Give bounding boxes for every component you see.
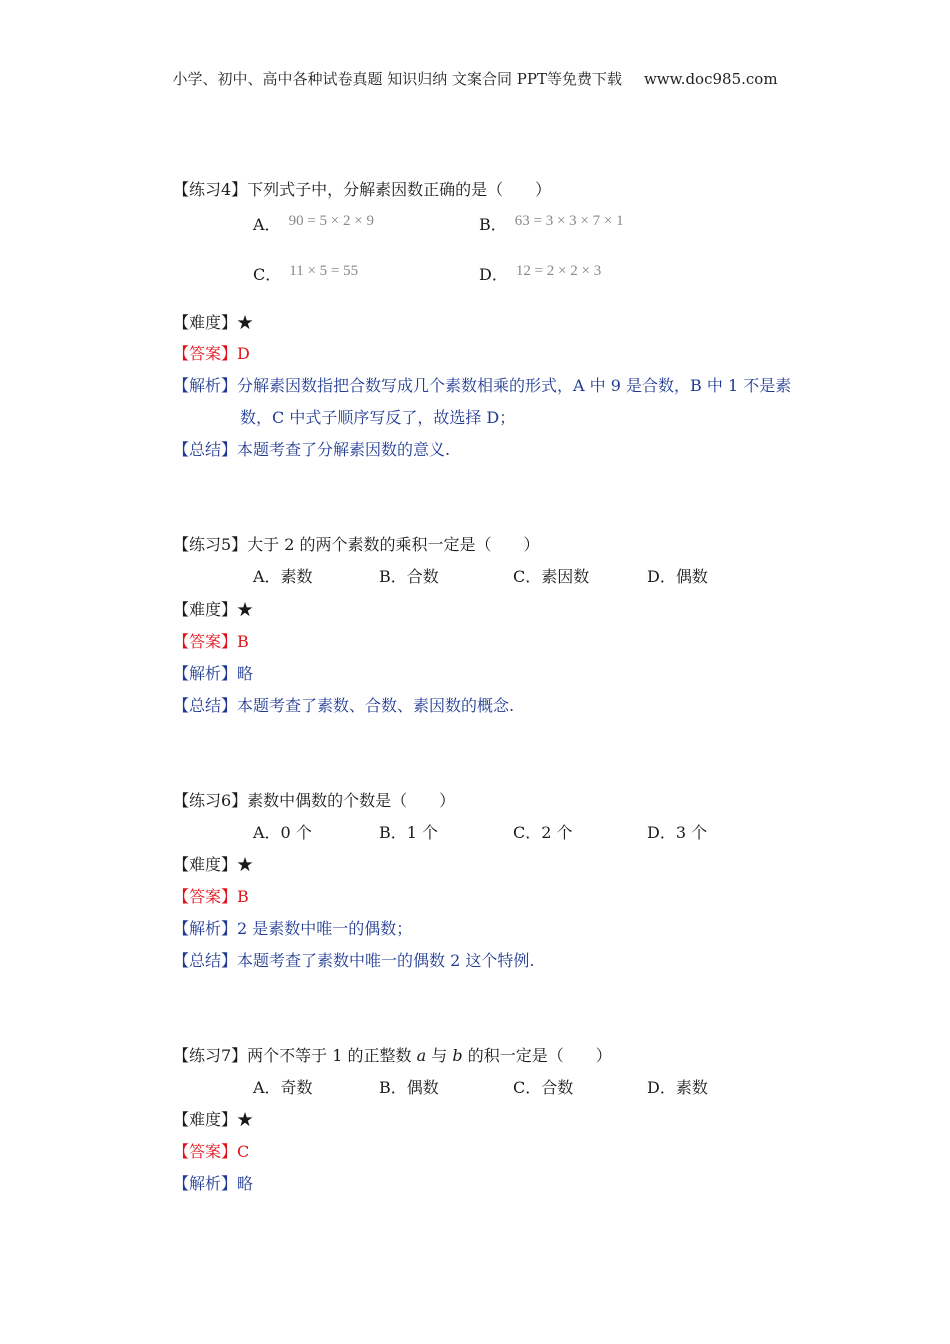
header-text: 小学、初中、高中各种试卷真题 知识归纳 文案合同 PPT等免费下载 [172,70,622,88]
exercise-6-option-c: C．2 个 [513,823,573,842]
header-site: www.doc985.com [643,70,778,88]
exercise-5-option-d: D．偶数 [647,567,708,586]
exercise-4-analysis-cont: 数，C 中式子顺序写反了，故选择 D； [240,408,516,427]
exercise-5-analysis: 【解析】略 [173,664,254,683]
star-rating: ★ [237,1110,254,1129]
exercise-6-analysis: 【解析】2 是素数中唯一的偶数； [173,919,413,938]
exercise-6-question: 【练习6】素数中偶数的个数是（ ） [173,791,456,810]
star-rating: ★ [237,855,254,874]
star-rating: ★ [237,600,254,619]
exercise-4-summary: 【总结】本题考查了分解素因数的意义. [173,440,451,459]
exercise-5-option-c: C．素因数 [513,567,590,586]
exercise-7-option-d: D．素数 [647,1078,708,1097]
exercise-7-analysis: 【解析】略 [173,1174,254,1193]
exercise-6-option-b: B．1 个 [379,823,439,842]
formula: 63 = 3 × 3 × 7 × 1 [514,213,624,229]
exercise-5-question: 【练习5】大于 2 的两个素数的乘积一定是（ ） [173,535,540,554]
page-header [0,68,950,89]
exercise-5-option-a: A．素数 [253,567,313,586]
exercise-6-answer: 【答案】B [173,887,249,906]
exercise-4-option-d: D． 12 = 2 × 2 × 3 [479,263,602,284]
exercise-7-option-c: C．合数 [513,1078,574,1097]
formula: 90 = 5 × 2 × 9 [288,213,374,229]
formula: 11 × 5 = 55 [289,263,359,279]
exercise-5-answer: 【答案】B [173,632,249,651]
exercise-6-difficulty: 【难度】★ [173,855,254,874]
exercise-7-difficulty: 【难度】★ [173,1110,254,1129]
variable-b: b [452,1046,463,1065]
exercise-4-question: 【练习4】下列式子中，分解素因数正确的是（ ） [173,180,552,199]
formula: 12 = 2 × 2 × 3 [515,263,602,279]
exercise-4-option-a: A． 90 = 5 × 2 × 9 [253,213,374,234]
exercise-4-option-b: B． 63 = 3 × 3 × 7 × 1 [479,213,624,234]
exercise-6-summary: 【总结】本题考查了素数中唯一的偶数 2 这个特例. [173,951,535,970]
exercise-6-option-a: A．0 个 [253,823,312,842]
exercise-7-option-a: A．奇数 [253,1078,313,1097]
exercise-4-analysis: 【解析】分解素因数指把合数写成几个素数相乘的形式，A 中 9 是合数，B 中 1 不是素 [173,376,792,395]
exercise-4-difficulty: 【难度】★ [173,313,254,332]
exercise-7-option-b: B．偶数 [379,1078,439,1097]
exercise-5-difficulty: 【难度】★ [173,600,254,619]
exercise-4-answer: 【答案】D [173,344,250,363]
exercise-5-option-b: B．合数 [379,567,439,586]
exercise-4-option-c: C． 11 × 5 = 55 [253,263,359,284]
exercise-6-option-d: D．3 个 [647,823,708,842]
variable-a: a [416,1046,427,1065]
star-rating: ★ [237,313,254,332]
exercise-5-summary: 【总结】本题考查了素数、合数、素因数的概念. [173,696,515,715]
exercise-7-question: 【练习7】两个不等于 1 的正整数 a 与 b 的积一定是（ ） [173,1046,612,1065]
exercise-7-answer: 【答案】C [173,1142,250,1161]
